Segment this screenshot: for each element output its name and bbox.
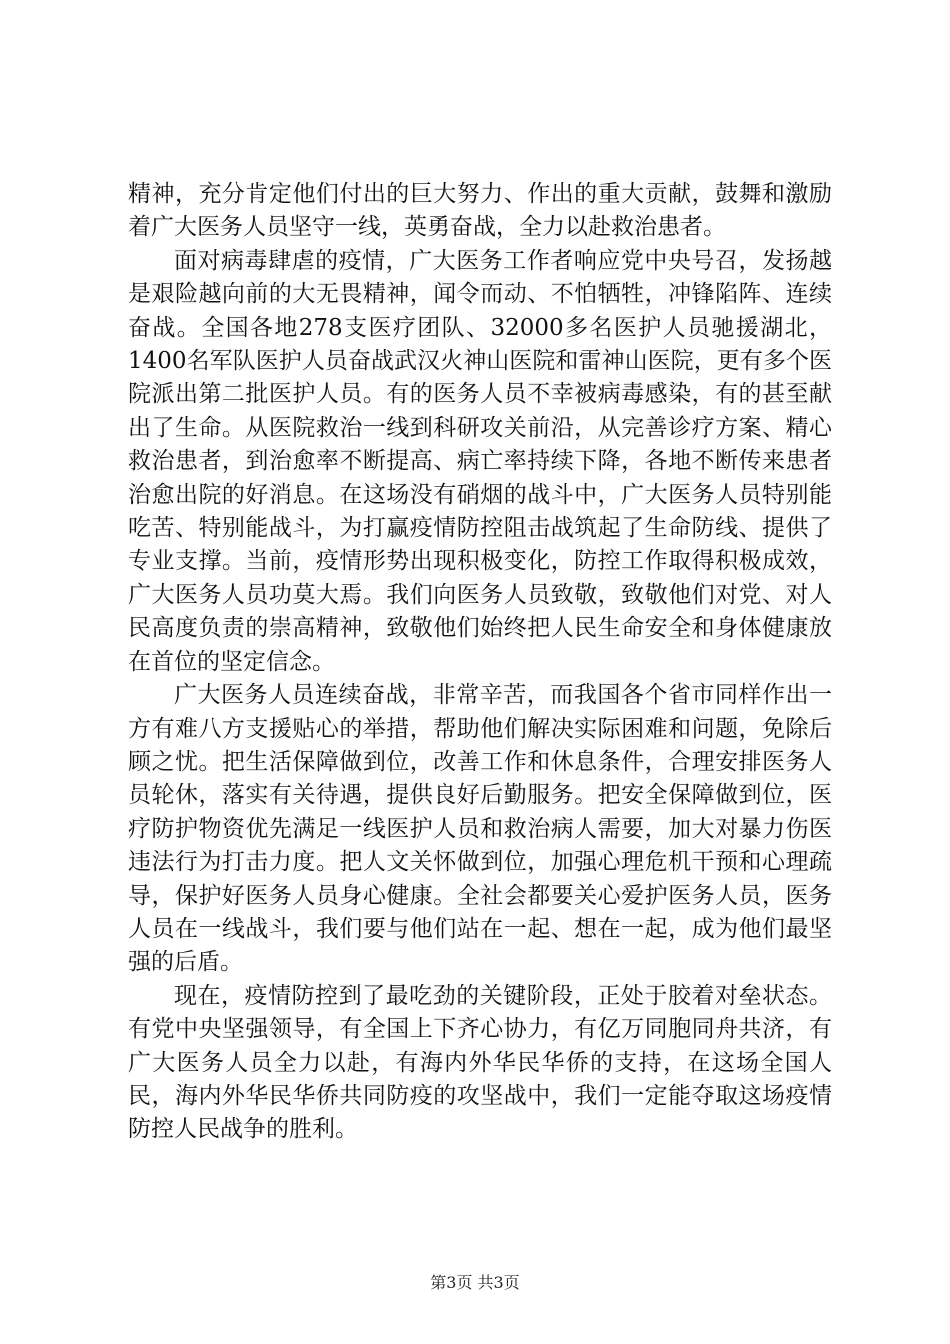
paragraph-2: 面对病毒肆虐的疫情，广大医务工作者响应党中央号召，发扬越是艰险越向前的大无畏精神，闻令而动、不怕牺牲，冲锋陷阵、连续奋战。全国各地278支医疗团队、32000多名医护人员驰援湖北，1400名军队医护人员奋战武汉火神山医院和雷神山医院，更有多个医院派出第二批医护人员。有的医务人员不幸被病毒感染，有的甚至献出了生命。从医院救治一线到科研攻关前沿，从完善诊疗方案、精心救治患者，到治愈率不断提高、病亡率持续下降，各地不断传来患者治愈出院的好消息。在这场没有硝烟的战斗中，广大医务人员特别能吃苦、特别能战斗，为打赢疫情防控阻击战筑起了生命防线、提供了专业支撑。当前，疫情形势出现积极变化，防控工作取得积极成效，广大医务人员功莫大焉。我们向医务人员致敬，致敬他们对党、对人民高度负责的崇高精神，致敬他们始终把人民生命安全和身体健康放在首位的坚定信念。 xyxy=(128,247,832,675)
document-body xyxy=(128,178,832,1147)
paragraph-4: 现在，疫情防控到了最吃劲的关键阶段，正处于胶着对垒状态。有党中央坚强领导，有全国上下齐心协力，有亿万同胞同舟共济，有广大医务人员全力以赴，有海内外华民华侨的支持，在这场全国人民，海内外华民华侨共同防疫的攻坚战中，我们一定能夺取这场疫情防控人民战争的胜利。 xyxy=(128,982,832,1143)
page-number-footer: 第3页 共3页 xyxy=(430,1273,520,1292)
paragraph-3: 广大医务人员连续奋战，非常辛苦，而我国各个省市同样作出一方有难八方支援贴心的举措，帮助他们解决实际困难和问题，免除后顾之忧。把生活保障做到位，改善工作和休息条件，合理安排医务人员轮休，落实有关待遇，提供良好后勤服务。把安全保障做到位，医疗防护物资优先满足一线医护人员和救治病人需要，加大对暴力伤医违法行为打击力度。把人文关怀做到位，加强心理危机干预和心理疏导，保护好医务人员身心健康。全社会都要关心爱护医务人员，医务人员在一线战斗，我们要与他们站在一起、想在一起，成为他们最坚强的后盾。 xyxy=(128,682,832,976)
paragraph-1: 精神，充分肯定他们付出的巨大努力、作出的重大贡献，鼓舞和激励着广大医务人员坚守一线，英勇奋战，全力以赴救治患者。 xyxy=(128,181,832,241)
